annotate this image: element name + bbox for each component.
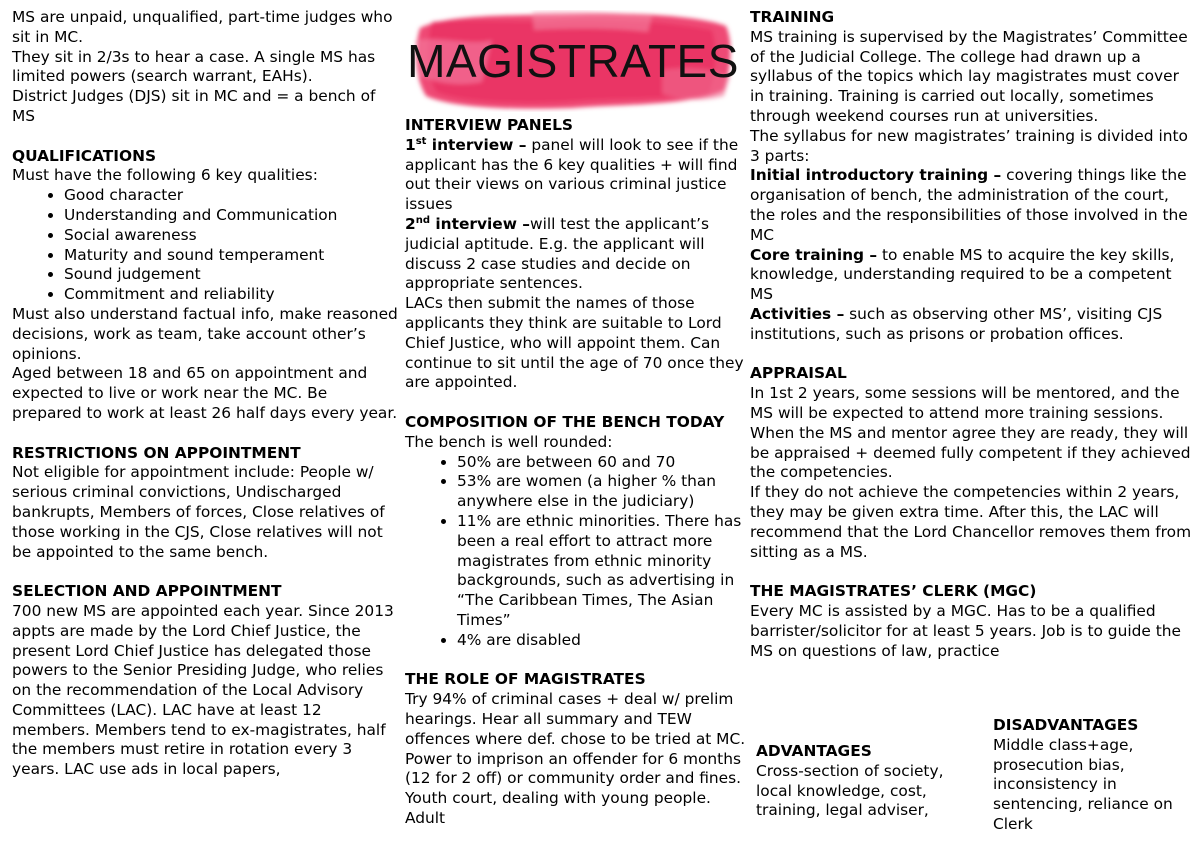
training-text: MS training is supervised by the Magistrates’ Committee of the Judicial College. The college had drawn up a syllabus of the topics which lay magistrates must cover in training. Training is carried out locally, sometimes through weekend courses run at universities. — [750, 27, 1188, 125]
second-interview-text: will test the applicant’s judicial aptitude. E.g. the applicant will discuss 2 case studies and decide on appropriate sentences. — [405, 214, 710, 293]
role-heading: THE ROLE OF MAGISTRATES — [405, 670, 646, 689]
advantages-text: Cross-section of society, local knowledge, cost, training, legal adviser, — [756, 761, 944, 820]
first-interview-num: 1 — [405, 135, 416, 154]
composition-lead: The bench is well rounded: — [405, 432, 613, 451]
interview-after: LACs then submit the names of those applicants they think are suitable to Lord Chief Justice, who will appoint them. Can continue to sit until the age of 70 once they are appointed. — [405, 294, 744, 392]
clerk-heading: THE MAGISTRATES’ CLERK (MGC) — [750, 582, 1037, 601]
restrictions-text: Not eligible for appointment include: People w/ serious criminal convictions, Undischarged bankrupts, Members of forces, Close relatives of those working in the CJS, Close relatives will not be appointed to the same bench. — [12, 463, 385, 561]
qualifications-note-1: Must also understand factual info, make reasoned decisions, work as team, take account other’s opinions. — [12, 304, 398, 363]
intro-line-1: MS are unpaid, unqualified, part-time judges who sit in MC. — [12, 8, 393, 46]
disadvantages-box — [993, 716, 1193, 835]
qualities-list — [12, 186, 400, 305]
list-item: • Social awareness — [64, 226, 400, 246]
training-part-2-label: Core training – — [750, 245, 878, 264]
composition-list — [405, 453, 748, 651]
disadvantages-text: Middle class+age, prosecution bias, inconsistency in sentencing, reliance on Clerk — [993, 735, 1173, 833]
list-item: • Sound judgement — [64, 265, 400, 285]
training-part-3 — [750, 305, 1195, 345]
second-interview-label: interview – — [430, 214, 530, 233]
second-interview-sup: nd — [415, 214, 430, 226]
role-text: Try 94% of criminal cases + deal w/ prelim hearings. Hear all summary and TEW offences where def. chose to be tried at MC. Power to imprison an offender for 6 months (12 for 2 off) or community order and fines. Youth court, dealing with young people. Adult — [405, 690, 746, 827]
list-item: • 4% are disabled — [457, 631, 748, 651]
list-item: • Good character — [64, 186, 400, 206]
training-part-3-label: Activities – — [750, 304, 845, 323]
advantages-content — [756, 742, 956, 821]
second-interview — [405, 215, 748, 294]
column-2 — [405, 116, 748, 829]
training-part-2 — [750, 246, 1195, 305]
qualifications-note-2: Aged between 18 and 65 on appointment and expected to live or work near the MC. Be prepared to work at least 26 half days every year. — [12, 364, 398, 422]
advantages-box — [756, 740, 971, 844]
column-1-clip — [0, 0, 402, 848]
interview-heading: INTERVIEW PANELS — [405, 116, 574, 134]
disadvantages-heading: DISADVANTAGES — [993, 716, 1139, 734]
qualifications-heading: QUALIFICATIONS — [12, 146, 157, 165]
qualifications-lead: Must have the following 6 key qualities: — [12, 166, 318, 185]
first-interview-label: interview – — [426, 135, 527, 154]
list-item: • 50% are between 60 and 70 — [457, 453, 748, 473]
training-part-2-text: to enable MS to acquire the key skills, knowledge, understanding required to be a competent MS — [750, 245, 1175, 304]
list-item: • Commitment and reliability — [64, 285, 400, 305]
list-item: • Understanding and Communication — [64, 206, 400, 226]
first-interview — [405, 136, 748, 215]
list-item: • 53% are women (a higher % than anywhere else in the judiciary) — [457, 472, 748, 512]
training-part-3-text: such as observing other MS’, visiting CJS institutions, such as prisons or probation offices. — [750, 304, 1163, 343]
intro-line-2: They sit in 2/3s to hear a case. A single MS has limited powers (search warrant, EAHs). — [12, 47, 376, 86]
column-3 — [750, 8, 1195, 661]
training-heading: TRAINING — [750, 8, 835, 26]
column-1 — [12, 8, 400, 780]
restrictions-heading: RESTRICTIONS ON APPOINTMENT — [12, 443, 301, 462]
training-part-1-text: covering things like the organisation of bench, the administration of the court, the roles and the responsibilities of those involved in the MC — [750, 166, 1188, 244]
list-item: • Maturity and sound temperament — [64, 246, 400, 266]
training-part-1 — [750, 166, 1195, 245]
training-part-1-label: Initial introductory training – — [750, 166, 1002, 185]
first-interview-sup: st — [415, 135, 427, 147]
composition-heading: COMPOSITION OF THE BENCH TODAY — [405, 412, 725, 431]
list-item: • 11% are ethnic minorities. There has been a real effort to attract more magistrates from ethnic minority backgrounds, such as advertising in “The Caribbean Times, The Asian Times” — [457, 512, 748, 631]
first-interview-text: panel will look to see if the applicant has the 6 key qualities + will find out their views on various criminal justice issues — [405, 135, 739, 214]
appraisal-heading: APPRAISAL — [750, 364, 847, 383]
training-text-2: The syllabus for new magistrates’ training is divided into 3 parts: — [750, 126, 1188, 165]
page-title: MAGISTRATES — [407, 35, 739, 87]
intro-line-3: District Judges (DJS) sit in MC and = a bench of MS — [12, 87, 376, 125]
column-3-clip — [745, 0, 1200, 719]
second-interview-num: 2 — [405, 214, 416, 233]
appraisal-text-2: If they do not achieve the competencies within 2 years, they may be given extra time. After this, the LAC will recommend that the Lord Chancellor removes them from sitting as a MS. — [750, 483, 1192, 561]
selection-text: 700 new MS are appointed each year. Since 2013 appts are made by the Lord Chief Justice, the present Lord Chief Justice has delegated those powers to the Senior Presiding Judge, who relies on the recommendation of the Local Advisory Committees (LAC). LAC have at least 12 members. Members tend to ex-magistrates, half the members must retire in rotation every 3 years. LAC use ads in local papers, — [12, 601, 394, 779]
selection-heading: SELECTION AND APPOINTMENT — [12, 582, 282, 601]
advantages-heading: ADVANTAGES — [756, 742, 872, 760]
column-2-clip — [400, 0, 748, 840]
appraisal-text: In 1st 2 years, some sessions will be mentored, and the MS will be expected to attend more training sessions. When the MS and mentor agree they are ready, they will be appraised + deemed fully competent if they achieved the competencies. — [750, 384, 1191, 482]
clerk-text: Every MC is assisted by a MGC. Has to be a qualified barrister/solicitor for at least 5 years. Job is to guide the MS on questions of law, practice — [750, 601, 1181, 660]
